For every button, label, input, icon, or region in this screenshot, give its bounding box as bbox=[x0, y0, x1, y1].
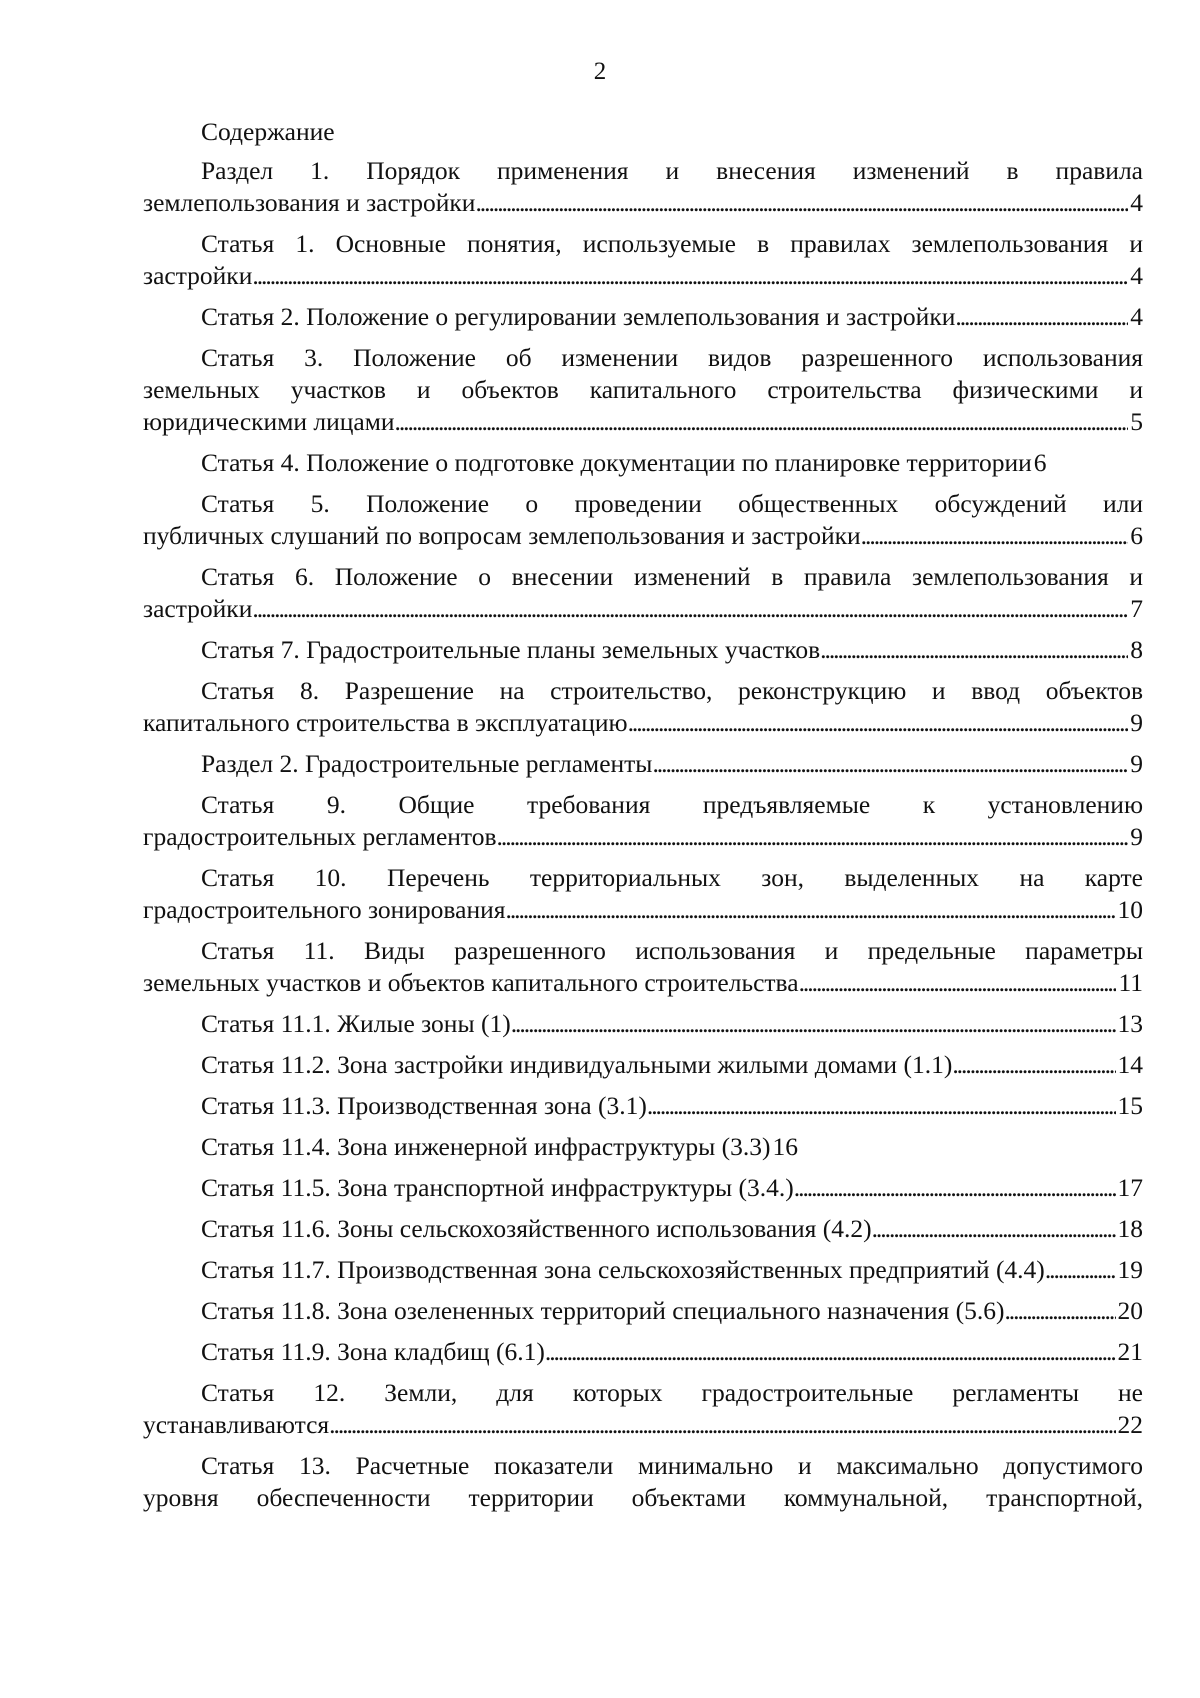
dot-leader bbox=[628, 707, 1129, 739]
toc-entry[interactable] bbox=[143, 561, 1143, 625]
dot-leader bbox=[1004, 1295, 1115, 1327]
toc-entry-line bbox=[143, 1008, 1143, 1040]
toc-entry-page: 11 bbox=[1118, 968, 1143, 997]
toc-entry-title: Статья 9. Общие требования предъявляемые к установлению bbox=[201, 790, 1143, 819]
toc-entry-line bbox=[143, 1409, 1143, 1441]
dot-leader bbox=[252, 260, 1128, 292]
toc-entry-title: Статья 11.3. Производственная зона (3.1) bbox=[201, 1091, 647, 1120]
toc-entry-title-continued: уровня обеспеченности территории объектами коммунальной, транспортной, bbox=[143, 1483, 1143, 1512]
toc-heading: Содержание bbox=[201, 117, 335, 146]
toc-entry-title: юридическими лицами bbox=[143, 407, 395, 436]
toc-entry-line bbox=[143, 593, 1143, 625]
toc-entry-title: Раздел 1. Порядок применения и внесения изменений в правила bbox=[201, 156, 1143, 185]
toc-entry-line bbox=[143, 447, 1143, 479]
toc-entry-line bbox=[143, 1049, 1143, 1081]
toc-entry-line bbox=[143, 187, 1143, 219]
toc-entry-line bbox=[143, 707, 1143, 739]
dot-leader bbox=[861, 520, 1129, 552]
dot-leader bbox=[545, 1336, 1116, 1368]
toc-entry-page: 4 bbox=[1130, 302, 1143, 331]
toc-entry-line bbox=[143, 520, 1143, 552]
toc-entry[interactable] bbox=[143, 1131, 1143, 1163]
toc-entry-title: градостроительного зонирования bbox=[143, 895, 506, 924]
toc-entry-title: Раздел 2. Градостроительные регламенты bbox=[201, 749, 653, 778]
toc-entry[interactable] bbox=[143, 789, 1143, 853]
toc-entries bbox=[143, 155, 1143, 1514]
toc-entry-line bbox=[143, 967, 1143, 999]
toc-entry-page: 9 bbox=[1130, 708, 1143, 737]
toc-entry-title: Статья 6. Положение о внесении изменений в правила землепользования и bbox=[201, 562, 1143, 591]
toc-entry[interactable] bbox=[143, 1295, 1143, 1327]
toc-entry-line bbox=[143, 406, 1143, 438]
dot-leader bbox=[872, 1213, 1116, 1245]
dot-leader bbox=[820, 634, 1128, 666]
toc-entry[interactable] bbox=[143, 228, 1143, 292]
toc-entry-page: 9 bbox=[1130, 822, 1143, 851]
dot-leader bbox=[955, 301, 1128, 333]
toc-entry-title: Статья 11.9. Зона кладбищ (6.1) bbox=[201, 1337, 545, 1366]
toc-entry[interactable] bbox=[143, 748, 1143, 780]
toc-entry-line bbox=[143, 1336, 1143, 1368]
toc-entry-title: градостроительных регламентов bbox=[143, 822, 497, 851]
toc-entry-line bbox=[143, 748, 1143, 780]
toc-entry-page: 8 bbox=[1130, 635, 1143, 664]
toc-entry-line bbox=[143, 1213, 1143, 1245]
toc-entry-title: Статья 5. Положение о проведении общественных обсуждений или bbox=[201, 489, 1143, 518]
toc-entry-title: Статья 4. Положение о подготовке документации по планировке территории bbox=[201, 448, 1032, 477]
toc-entry-page: 14 bbox=[1117, 1050, 1143, 1079]
toc-entry-page: 20 bbox=[1117, 1296, 1143, 1325]
toc-entry-title: Статья 11.8. Зона озелененных территорий специального назначения (5.6) bbox=[201, 1296, 1005, 1325]
toc-entry-title: Статья 2. Положение о регулировании землепользования и застройки bbox=[201, 302, 956, 331]
toc-entry-title: устанавливаются bbox=[143, 1410, 330, 1439]
dot-leader bbox=[647, 1090, 1116, 1122]
toc-entry-title: Статья 10. Перечень территориальных зон, выделенных на карте bbox=[201, 863, 1143, 892]
dot-leader bbox=[505, 894, 1115, 926]
dot-leader bbox=[329, 1409, 1115, 1441]
toc-entry[interactable] bbox=[143, 1090, 1143, 1122]
dot-leader bbox=[799, 967, 1117, 999]
dot-leader bbox=[394, 406, 1128, 438]
toc-entry-title: публичных слушаний по вопросам землепользования и застройки bbox=[143, 521, 861, 550]
dot-leader bbox=[497, 821, 1129, 853]
toc-entry[interactable] bbox=[143, 1049, 1143, 1081]
toc-entry-line bbox=[143, 1090, 1143, 1122]
dot-leader bbox=[475, 187, 1128, 219]
toc-entry-page: 18 bbox=[1117, 1214, 1143, 1243]
toc-entry-line bbox=[143, 894, 1143, 926]
toc-entry-title: Статья 1. Основные понятия, используемые в правилах землепользования и bbox=[201, 229, 1143, 258]
toc-entry-page: 4 bbox=[1130, 188, 1143, 217]
dot-leader bbox=[794, 1172, 1116, 1204]
toc-entry-page: 6 bbox=[1033, 448, 1047, 477]
toc-entry[interactable] bbox=[143, 1008, 1143, 1040]
toc-entry-page: 5 bbox=[1130, 407, 1143, 436]
toc-entry[interactable] bbox=[143, 1254, 1143, 1286]
toc-entry[interactable] bbox=[143, 447, 1143, 479]
table-of-contents bbox=[143, 116, 1143, 1523]
toc-entry-title: Статья 11.7. Производственная зона сельскохозяйственных предприятий (4.4) bbox=[201, 1255, 1045, 1284]
toc-entry-page: 7 bbox=[1130, 594, 1143, 623]
dot-leader bbox=[652, 748, 1128, 780]
toc-entry-page: 13 bbox=[1117, 1009, 1143, 1038]
toc-entry-title: застройки bbox=[143, 594, 253, 623]
dot-leader bbox=[511, 1008, 1116, 1040]
page-number: 2 bbox=[593, 58, 607, 85]
toc-entry[interactable] bbox=[143, 301, 1143, 333]
toc-entry-title: Статья 3. Положение об изменении видов разрешенного использования bbox=[201, 343, 1143, 372]
toc-entry-page: 21 bbox=[1117, 1337, 1143, 1366]
toc-entry-line bbox=[143, 634, 1143, 666]
toc-entry-title: Статья 8. Разрешение на строительство, реконструкцию и ввод объектов bbox=[201, 676, 1143, 705]
toc-entry-page: 19 bbox=[1117, 1255, 1143, 1284]
toc-entry-title: Статья 12. Земли, для которых градостроительные регламенты не bbox=[201, 1378, 1143, 1407]
toc-entry-page: 10 bbox=[1117, 895, 1143, 924]
toc-entry-title: Статья 13. Расчетные показатели минимально и максимально допустимого bbox=[201, 1451, 1143, 1480]
toc-entry-line bbox=[143, 301, 1143, 333]
toc-entry[interactable] bbox=[143, 634, 1143, 666]
toc-entry-page: 6 bbox=[1130, 521, 1143, 550]
toc-entry-line bbox=[143, 1172, 1143, 1204]
toc-entry-title: землепользования и застройки bbox=[143, 188, 476, 217]
toc-entry[interactable] bbox=[143, 155, 1143, 219]
dot-leader bbox=[952, 1049, 1115, 1081]
toc-entry-title: Статья 11. Виды разрешенного использования и предельные параметры bbox=[201, 936, 1143, 965]
toc-entry-title: земельных участков и объектов капитального строительства bbox=[143, 968, 799, 997]
toc-entry-title: Статья 11.5. Зона транспортной инфраструктуры (3.4.) bbox=[201, 1173, 794, 1202]
toc-entry[interactable] bbox=[143, 1213, 1143, 1245]
toc-entry-title: капитального строительства в эксплуатацию bbox=[143, 708, 628, 737]
toc-entry-title: застройки bbox=[143, 261, 253, 290]
toc-entry[interactable] bbox=[143, 488, 1143, 552]
toc-entry-line bbox=[143, 260, 1143, 292]
toc-entry-title: Статья 11.1. Жилые зоны (1) bbox=[201, 1009, 511, 1038]
toc-entry[interactable] bbox=[143, 1172, 1143, 1204]
toc-entry[interactable] bbox=[143, 342, 1143, 438]
toc-entry-page: 22 bbox=[1117, 1410, 1143, 1439]
toc-entry-page: 17 bbox=[1117, 1173, 1143, 1202]
toc-entry-line bbox=[143, 1254, 1143, 1286]
toc-entry-title: Статья 7. Градостроительные планы земельных участков bbox=[201, 635, 821, 664]
toc-entry-title-continued: земельных участков и объектов капитального строительства физическими и bbox=[143, 375, 1143, 404]
toc-entry[interactable] bbox=[143, 935, 1143, 999]
toc-entry[interactable] bbox=[143, 862, 1143, 926]
toc-entry-title: Статья 11.4. Зона инженерной инфраструктуры (3.3) bbox=[201, 1132, 771, 1161]
toc-entry-line bbox=[143, 1131, 1143, 1163]
toc-entry-page: 4 bbox=[1130, 261, 1143, 290]
toc-entry-line bbox=[143, 1295, 1143, 1327]
toc-entry-page: 15 bbox=[1117, 1091, 1143, 1120]
toc-entry[interactable] bbox=[143, 675, 1143, 739]
toc-entry[interactable] bbox=[143, 1377, 1143, 1441]
toc-entry-page: 16 bbox=[772, 1132, 799, 1161]
toc-entry[interactable] bbox=[143, 1336, 1143, 1368]
toc-entry-line bbox=[143, 821, 1143, 853]
toc-entry[interactable] bbox=[143, 1450, 1143, 1514]
toc-entry-title: Статья 11.6. Зоны сельскохозяйственного использования (4.2) bbox=[201, 1214, 872, 1243]
dot-leader bbox=[1045, 1254, 1116, 1286]
dot-leader bbox=[252, 593, 1128, 625]
toc-entry-title: Статья 11.2. Зона застройки индивидуальными жилыми домами (1.1) bbox=[201, 1050, 953, 1079]
toc-entry-page: 9 bbox=[1130, 749, 1143, 778]
